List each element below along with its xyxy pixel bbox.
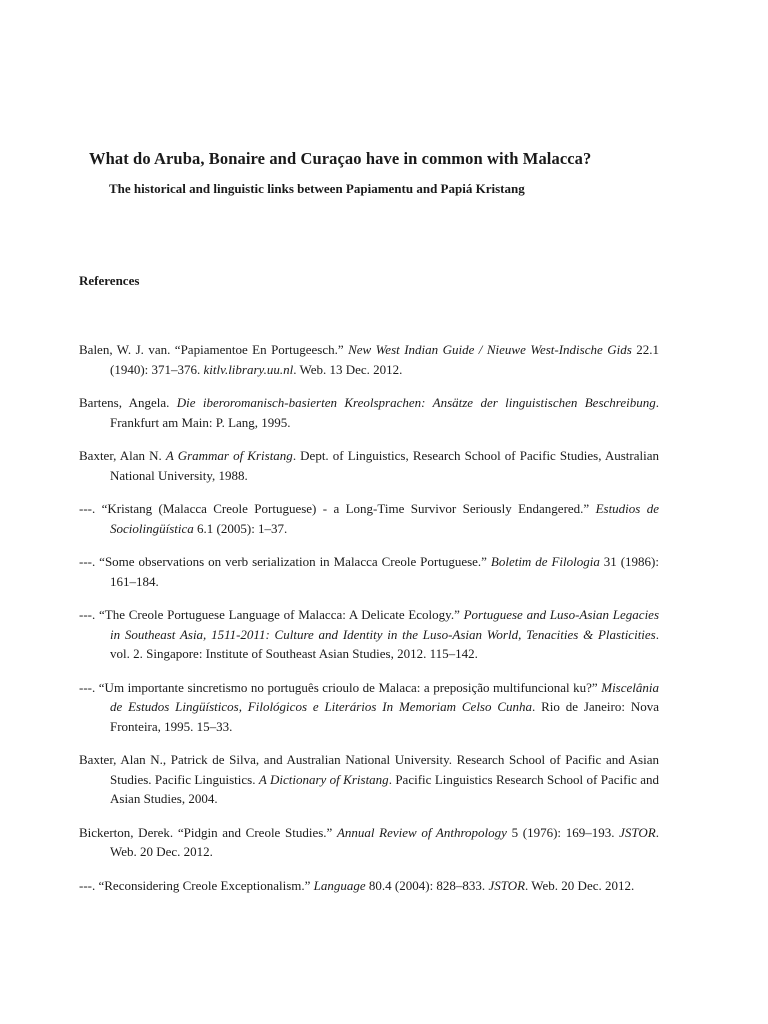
ref-italic: Language xyxy=(313,877,366,893)
ref-italic: Annual Review of Anthropology xyxy=(336,824,507,840)
ref-text: Balen, W. J. van. “Papiamentoe En Portugeesch.” xyxy=(79,342,349,357)
ref-text: Bartens, Angela. xyxy=(79,395,177,410)
ref-italic: New West Indian Guide / Nieuwe West-Indische Gids xyxy=(348,342,632,357)
ref-text: . Pacific Linguistics Research School of Pacific and Asian Studies, 2004. xyxy=(110,771,660,806)
ref-text: 22.1 (1940): 371–376. xyxy=(110,342,660,377)
ref-text: . Web. 20 Dec. 2012. xyxy=(525,877,635,893)
ref-text: . Frankfurt am Main: P. Lang, 1995. xyxy=(110,395,659,430)
ref-text: ---. “Kristang (Malacca Creole Portuguese) - a Long-Time Survivor Seriously Endangered.” xyxy=(79,501,596,516)
reference-entry xyxy=(79,393,659,432)
ref-text: Baxter, Alan N. xyxy=(79,448,166,463)
ref-text: Bickerton, Derek. “Pidgin and Creole Studies.” xyxy=(79,824,337,840)
ref-text: . vol. 2. Singapore: Institute of Southeast Asian Studies, 2012. 115–142. xyxy=(110,626,659,661)
ref-text: ---. “The Creole Portuguese Language of Malacca: A Delicate Ecology.” xyxy=(79,607,464,622)
ref-text: 80.4 (2004): 828–833. xyxy=(365,877,489,893)
reference-entry xyxy=(79,876,659,896)
ref-text: . Web. 13 Dec. 2012. xyxy=(293,361,403,377)
ref-text: 31 (1986): 161–184. xyxy=(110,554,660,589)
ref-text: . Rio de Janeiro: Nova Fronteira, 1995. 15–33. xyxy=(110,699,659,734)
ref-text: ---. “Um importante sincretismo no português crioulo de Malaca: a preposição multifuncional ku?” xyxy=(79,679,602,695)
reference-entry xyxy=(79,552,659,591)
ref-italic: A Dictionary of Kristang xyxy=(258,771,389,787)
references-list xyxy=(79,340,659,909)
ref-italic: Estudios de Sociolingüística xyxy=(110,501,659,536)
reference-entry xyxy=(79,605,659,664)
ref-italic: A Grammar of Kristang xyxy=(165,448,293,463)
ref-text: 5 (1976): 169–193. xyxy=(506,824,620,840)
ref-text: Baxter, Alan N., Patrick de Silva, and Australian National University. Research School of Pacific and Asian Studies. Pacific Linguistics. xyxy=(79,752,659,787)
reference-entry xyxy=(79,750,659,809)
ref-text: . Dept. of Linguistics, Research School of Pacific Studies, Australian National University, 1988. xyxy=(110,448,659,483)
ref-italic: JSTOR xyxy=(488,877,526,893)
ref-text: ---. “Some observations on verb serialization in Malacca Creole Portuguese.” xyxy=(79,554,491,569)
reference-entry xyxy=(79,446,659,485)
reference-entry xyxy=(79,340,659,379)
ref-text: 6.1 (2005): 1–37. xyxy=(193,520,288,536)
ref-text: ---. “Reconsidering Creole Exceptionalism.” xyxy=(79,877,314,893)
ref-italic: Miscelânia de Estudos Lingüísticos, Filológicos e Literários In Memoriam Celso Cunha xyxy=(110,679,659,714)
document-title: What do Aruba, Bonaire and Curaçao have in common with Malacca? xyxy=(89,149,592,168)
ref-italic: Die iberoromanisch-basierten Kreolsprachen: Ansätze der linguistischen Beschreibung xyxy=(176,395,656,410)
reference-entry xyxy=(79,499,659,538)
references-heading: References xyxy=(79,273,140,288)
ref-italic: Portuguese and Luso-Asian Legacies in Southeast Asia, 1511-2011: Culture and Identity in the Luso-Asian World, Tenacities & Plasticities xyxy=(110,607,660,642)
ref-text: . Web. 20 Dec. 2012. xyxy=(110,824,659,859)
ref-italic: JSTOR xyxy=(619,824,656,840)
ref-italic: kitlv.library.uu.nl xyxy=(203,361,294,377)
reference-entry xyxy=(79,678,659,737)
document-subtitle: The historical and linguistic links between Papiamentu and Papiá Kristang xyxy=(109,181,525,196)
reference-entry xyxy=(79,823,659,862)
ref-italic: Boletim de Filologia xyxy=(490,554,600,569)
